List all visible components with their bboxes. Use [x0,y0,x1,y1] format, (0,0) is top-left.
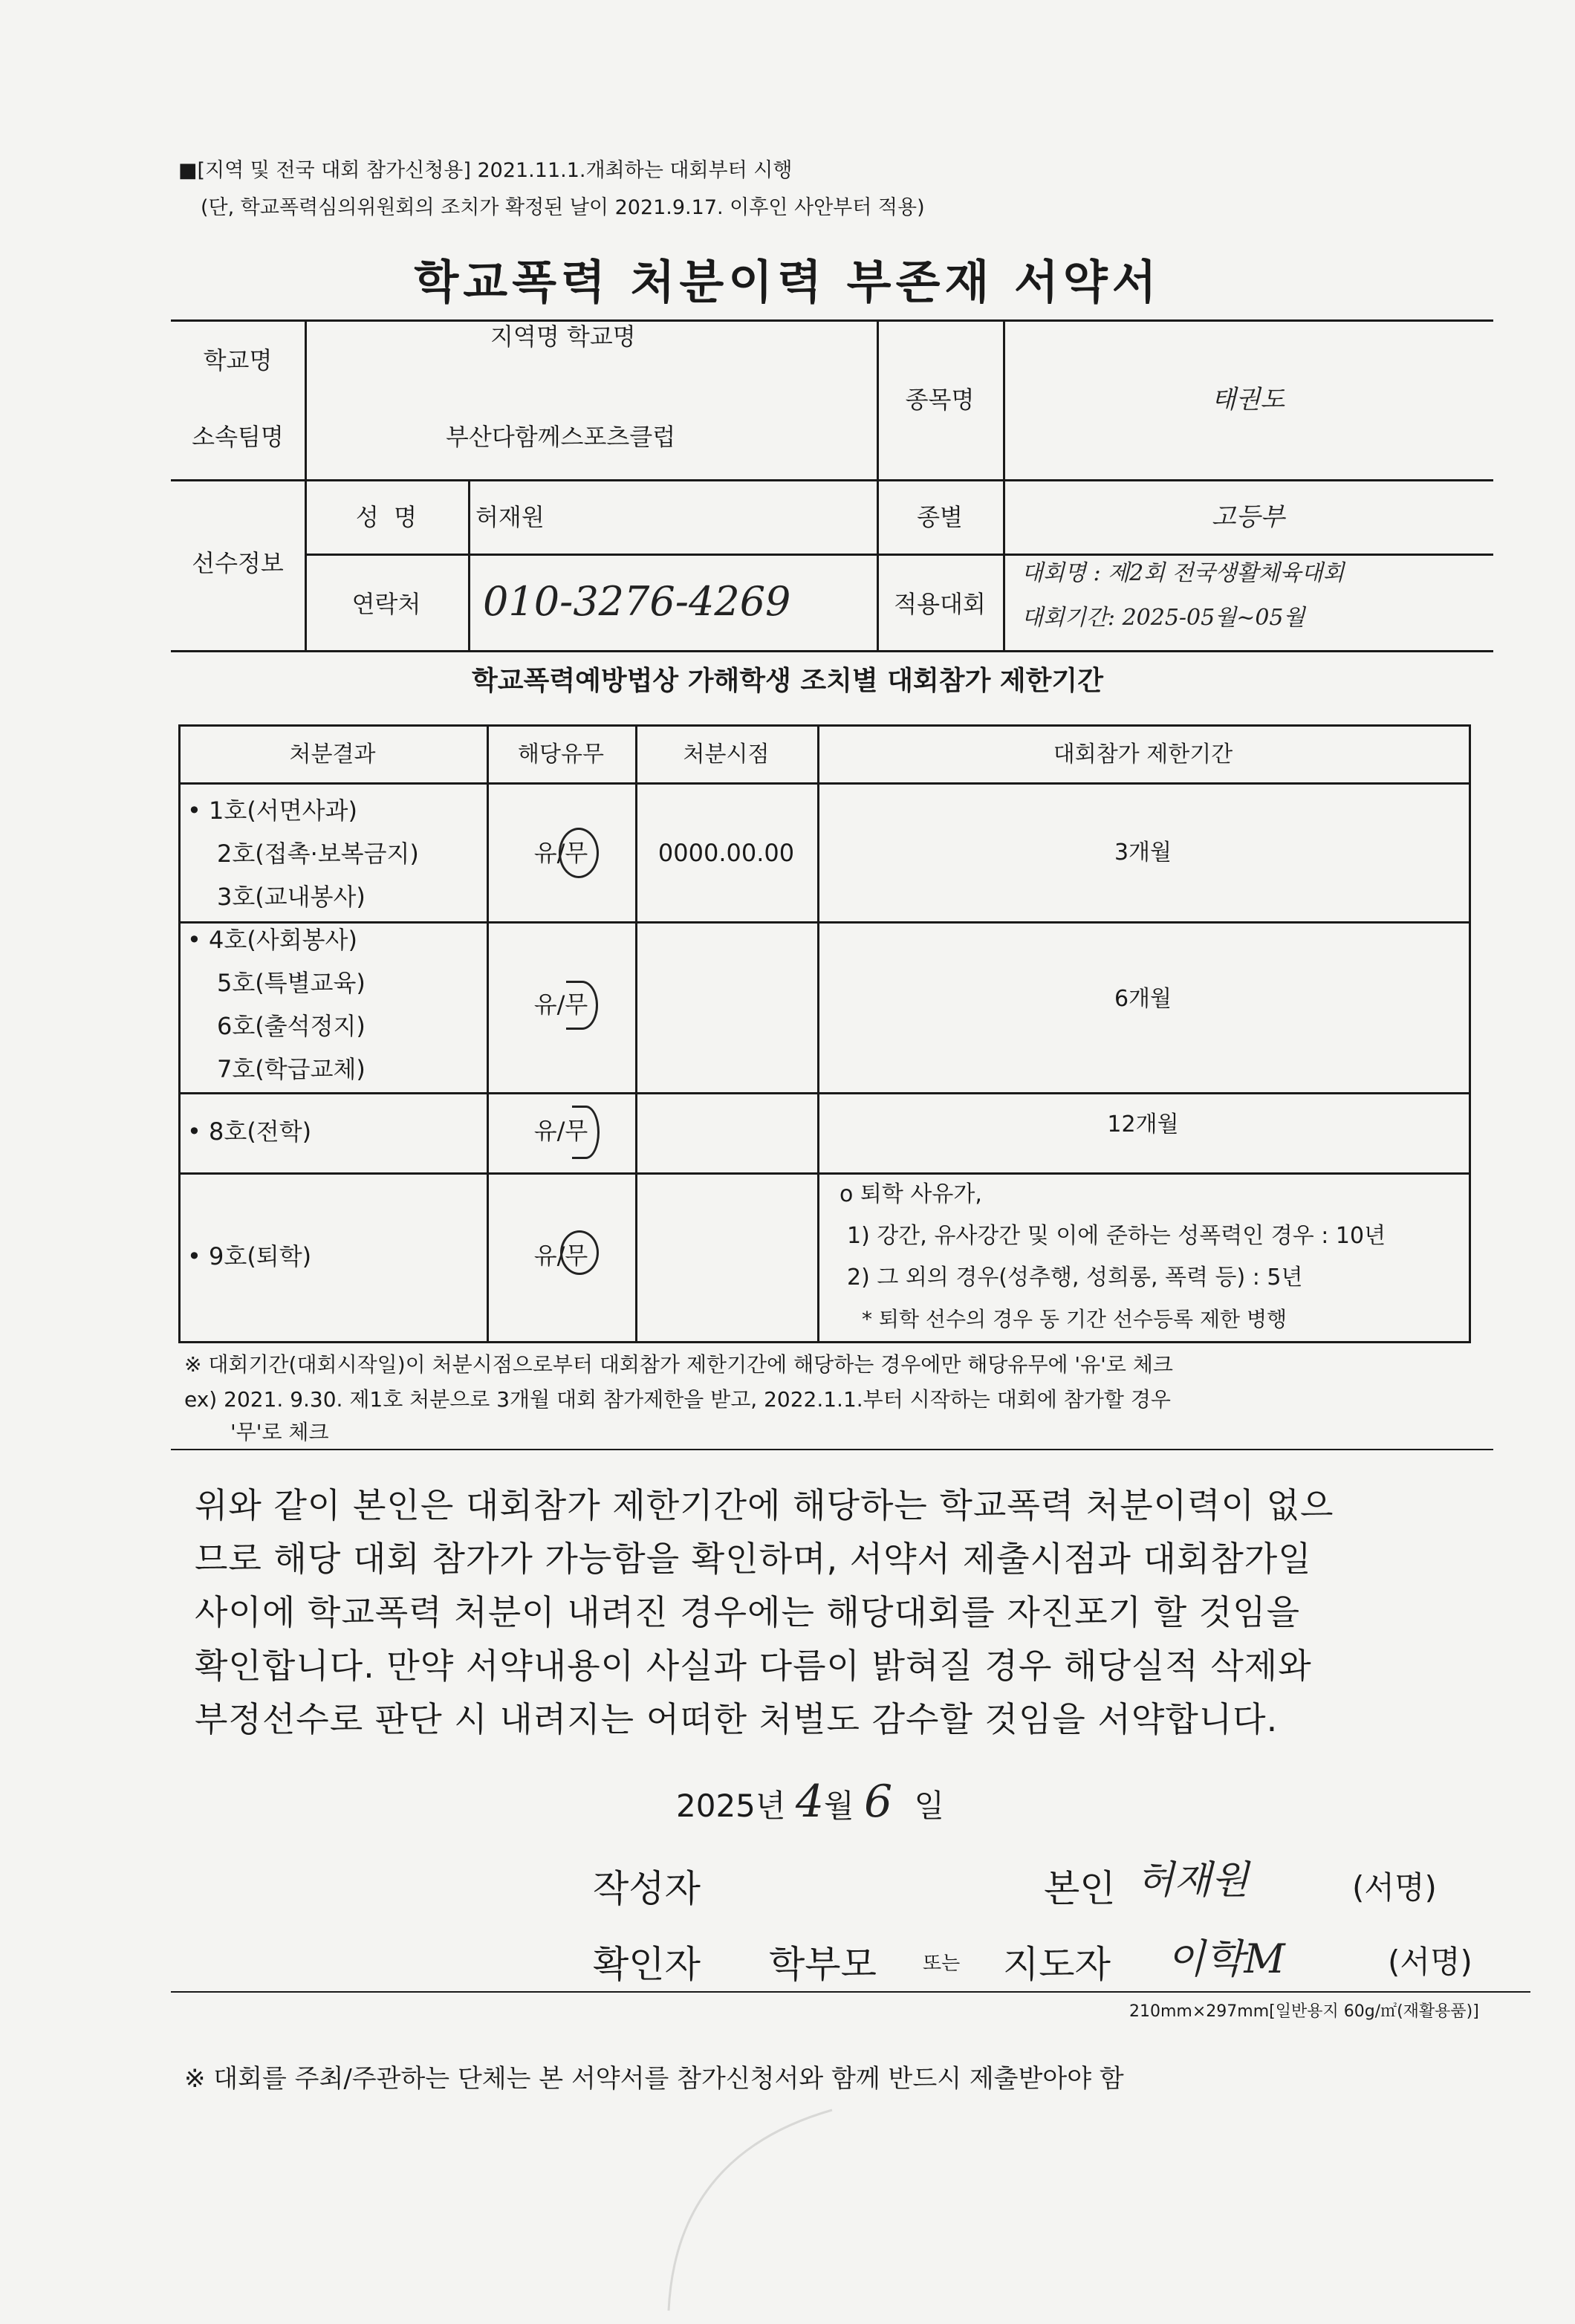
contact-label: 연락처 [351,590,421,618]
document-title: 학교폭력 처분이력 부존재 서약서 [414,255,1161,309]
note-2: ex) 2021. 9.30. 제1호 처분으로 3개월 대회 참가제한을 받고, 2022.1.1.부터 시작하는 대회에 참가할 경우 [184,1387,1171,1412]
footer-divider [171,1991,1530,1993]
rt-row-1-date: 0000.00.00 [657,839,795,867]
rt-row-2-check: 유/무 [533,990,588,1019]
period-line: 1) 강간, 유사강간 및 이에 준하는 성폭력인 경우 : 10년 [847,1223,1386,1249]
rt-row-4-items [187,1235,311,1278]
check-mark-circle [559,828,599,878]
rt-header-check: 해당유무 [518,741,604,767]
rt-row-1-period: 3개월 [1114,840,1172,866]
category-value: 고등부 [1211,502,1285,532]
info-vline-2 [468,479,470,650]
rt-header-date: 처분시점 [683,741,770,767]
period-line: o 퇴학 사유가, [840,1181,982,1207]
player-label: 선수정보 [192,549,284,577]
restriction-heading: 학교폭력예방법상 가해학생 조치별 대회참가 제한기간 [472,666,1103,696]
date-month-suffix: 월 [824,1788,854,1824]
list-item: • 8호(전학) [187,1117,312,1146]
note-3: '무'로 체크 [230,1420,329,1444]
pledge-text [195,1479,1334,1746]
contact-value: 010-3276-4269 [483,578,791,625]
rt-row-1-items [187,789,419,918]
period-line: * 퇴학 선수의 경우 동 기간 선수등록 제한 병행 [862,1307,1287,1331]
competition-label: 적용대회 [894,590,986,618]
date-year: 2025 [676,1788,756,1824]
rt-row-2-period: 6개월 [1114,986,1172,1012]
rt-row-3-period: 12개월 [1107,1111,1179,1137]
final-note: ※ 대회를 주최/주관하는 단체는 본 서약서를 참가신청서와 함께 반드시 제출받아야 함 [184,2064,1124,2094]
info-bottom-border [171,650,1493,652]
paper-fold-mark [654,2095,847,2318]
team-value: 부산다함께스포츠클럽 [446,423,676,451]
coach-signature: 이학M [1166,1935,1285,1982]
pledge-line: 므로 해당 대회 참가가 가능함을 확인하며, 서약서 제출시점과 대회참가일 [195,1539,1312,1579]
rt-row-2-items [187,918,366,1091]
notice-line-2: (단, 학교폭력심의위원회의 조치가 확정된 날이 2021.9.17. 이후인 사안부터 적용) [201,196,925,219]
rt-top-border [178,724,1471,727]
date-day: 6 [863,1776,893,1828]
rt-row-3-items [187,1110,311,1153]
self-signature: 허재원 [1137,1858,1249,1903]
rt-header-divider [178,782,1471,785]
rt-row-3-check: 유/무 [533,1117,588,1145]
period-line: 2) 그 외의 경우(성추행, 성희롱, 폭력 등) : 5년 [847,1265,1303,1291]
check-mark-circle [566,981,598,1030]
pledge-line: 확인합니다. 만약 서약내용이 사실과 다름이 밝혀질 경우 해당실적 삭제와 [195,1646,1312,1686]
pledge-line: 부정선수로 판단 시 내려지는 어떠한 처벌도 감수할 것임을 서약합니다. [195,1699,1279,1739]
info-inner-divider [305,554,1493,556]
rt-row-4-check: 유/무 [533,1241,588,1270]
rt-vline-4 [1469,724,1471,1343]
paper-spec: 210mm×297mm[일반용지 60g/㎡(재활용품)] [1129,2002,1479,2021]
date-day-suffix: 일 [914,1788,945,1824]
parent-label: 학부모 [769,1943,877,1986]
rt-row1-divider [178,921,1471,924]
rt-row-1-check: 유/무 [533,839,588,867]
school-hint: 지역명 학교명 [490,322,636,351]
event-value: 태권도 [1211,385,1285,415]
confirmer-label: 확인자 [593,1943,701,1986]
team-label: 소속팀명 [192,423,284,451]
date-month: 4 [795,1776,825,1828]
self-label: 본인 [1044,1867,1116,1910]
notice-line-1: ■[지역 및 전국 대회 참가신청용] 2021.11.1.개최하는 대회부터 시행 [178,159,793,182]
school-label: 학교명 [203,346,273,374]
competition-period: 대회기간: 2025-05월~05월 [1022,605,1305,631]
or-label: 또는 [923,1953,961,1975]
name-value: 허재원 [475,503,545,531]
rt-bottom-border [178,1341,1471,1343]
competition-name: 대회명 : 제2회 전국생활체육대회 [1022,560,1345,586]
rt-row2-divider [178,1092,1471,1094]
event-label: 종목명 [905,386,975,414]
list-item: 3호(교내봉사) [217,883,366,911]
note-1: ※ 대회기간(대회시작일)이 처분시점으로부터 대회참가 제한기간에 해당하는 경우에만 해당유무에 '유'로 체크 [184,1352,1173,1377]
coach-label: 지도자 [1003,1943,1111,1986]
list-item: 6호(출석정지) [217,1012,366,1040]
info-row-divider [171,479,1493,481]
list-item: • 4호(사회봉사) [187,926,357,954]
list-item: 7호(학급교체) [217,1055,366,1083]
signing-date [676,1776,944,1828]
name-label: 성 명 [355,503,418,531]
date-year-suffix: 년 [755,1788,786,1824]
rt-header-result: 처분결과 [289,741,376,767]
rt-vline-3 [817,724,819,1343]
list-item: • 1호(서면사과) [187,796,357,825]
list-item: • 9호(퇴학) [187,1242,312,1270]
info-top-border [171,319,1493,322]
category-label: 종별 [917,503,963,531]
notes-divider [171,1449,1493,1450]
sign-hint-2: (서명) [1388,1944,1472,1980]
rt-vline-2 [635,724,637,1343]
rt-header-period: 대회참가 제한기간 [1053,741,1233,767]
rt-row-4-period [840,1174,1386,1340]
list-item: 2호(접촉·보복금지) [217,840,419,868]
check-mark-circle [572,1106,600,1159]
sign-hint-1: (서명) [1352,1869,1437,1906]
pledge-line: 사이에 학교폭력 처분이 내려진 경우에는 해당대회를 자진포기 할 것임을 [195,1592,1301,1632]
pledge-line: 위와 같이 본인은 대회참가 제한기간에 해당하는 학교폭력 처분이력이 없으 [195,1485,1334,1525]
info-vline-4 [1003,319,1005,650]
writer-label: 작성자 [593,1867,701,1910]
rt-vline-0 [178,724,181,1343]
check-mark-circle [560,1230,599,1275]
list-item: 5호(특별교육) [217,969,366,997]
